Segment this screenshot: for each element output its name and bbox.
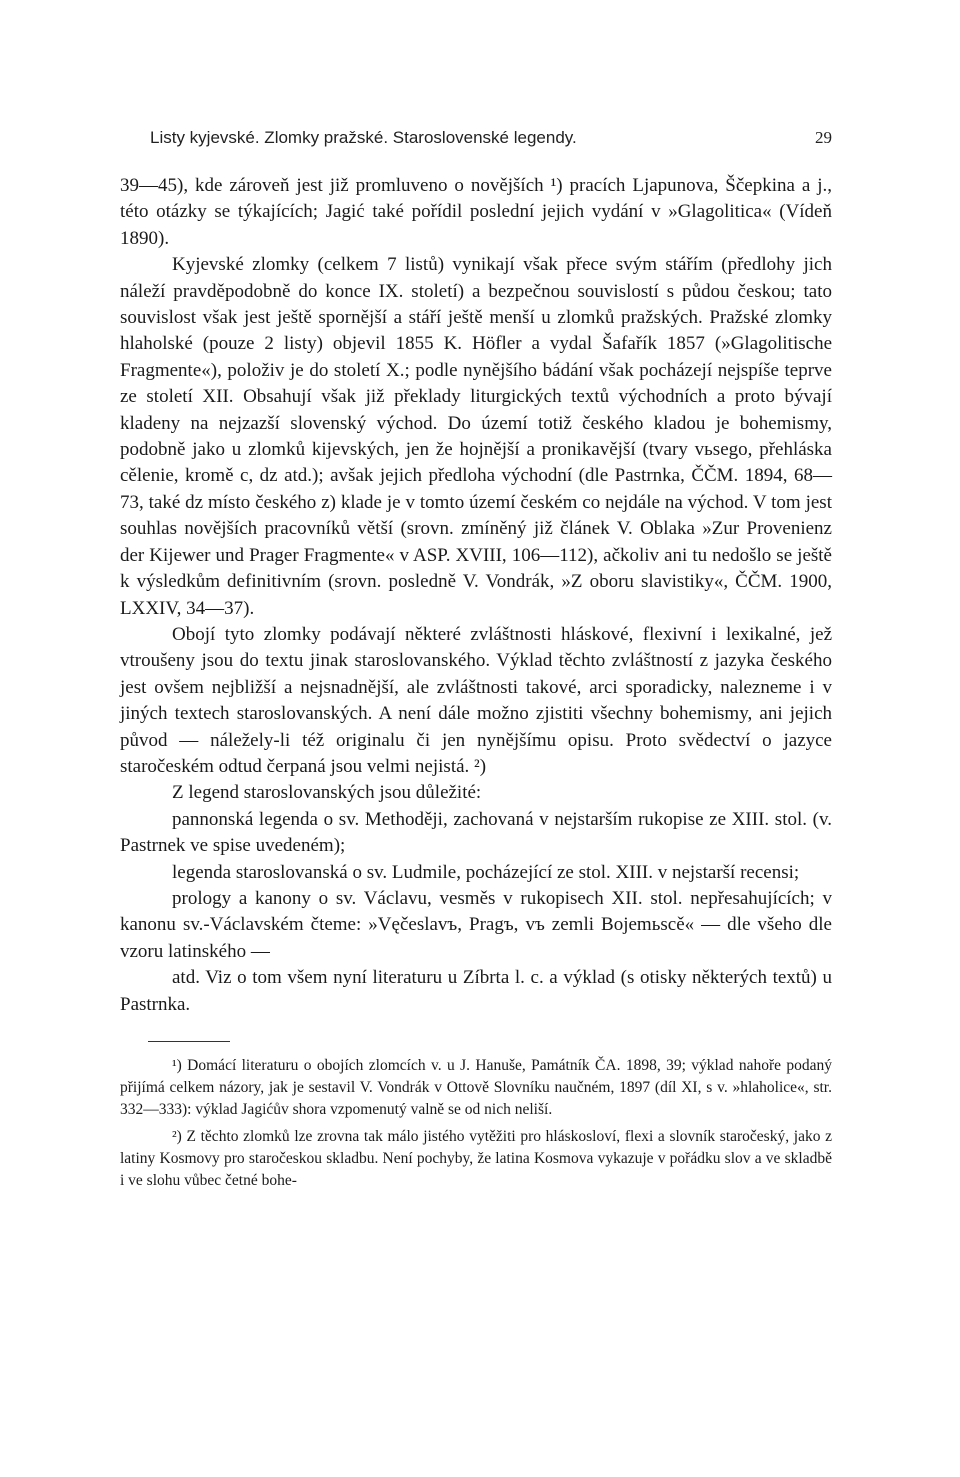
body-text [120,173,832,1018]
paragraph-continuation: 39—45), kde zároveň jest již promluveno o novějších ¹) pracích Ljapunova, Ščepkina a j., této otázky se týkajících; Jagić také pořídil poslední jejich vydání v »Glagolitica« (Vídeň 1890). [120,175,832,249]
running-head [120,118,832,148]
paragraph-oboji-zlomky: Obojí tyto zlomky podávají některé zvláštnosti hláskové, flexivní i lexikalné, jež vtroušeny jsou do textu jinak staroslovanského. Výklad těchto zvláštností z jazyka českého jest ovšem nejbližší a nejsnadnější, ale zvláštnosti takové, arci sporadicky, nalezneme i v jiných textech staroslovanských. A není dále možno zjistiti všechny bohemismy, ani jejich původ — náležely-li též originalu či jen nynějšímu opisu. Proto svědectví o jazyce staročeském odtud čerpaná jsou velmi nejistá. ²) [120,623,832,777]
paragraph-legendy-intro: Z legend staroslovanských jsou důležité: [172,782,482,804]
page-number: 29 [815,128,832,147]
list-item-pannonska-legenda: pannonská legenda o sv. Methoději, zachovaná v nejstarším rukopise ze XIII. stol. (v. Pastrnek ve spise uvedeném); [120,808,832,857]
footnote-divider [148,1041,230,1042]
paragraph-atd: atd. Viz o tom všem nyní literaturu u Zíbrta l. c. a výklad (s otisky některých textů) u Pastrnka. [120,967,832,1015]
paragraph-kyjevske-zlomky: Kyjevské zlomky (celkem 7 listů) vynikají však přece svým stářím (předlohy jich náleží pravděpodobně do konce IX. století) a bezpečnou souvislostí s půdou českou; tato souvislost však jest ještě spornější a stáří ještě menší u zlomků pražských. Pražské zlomky hlaholské (pouze 2 listy) objevil 1855 K. Höfler a vydal Šafařík 1857 (»Glagolitische Fragmente«), položiv je do století X.; podle nynějšího bádání však pocházejí nejspíše teprve ze století XII. Obsahují však již překlady liturgických textů východních a proto bývají kladeny na nejzazší slovenský východ. Do území totiž českého kladou je bohemismy, podobně jako u zlomků kijevských, jen že hojnější a pronikavější (tvary vьsego, přehláska cěleniе, kromě c, dz atd.); avšak jejich předloha východní (dle Pastrnka, ČČM. 1894, 68—73, také dz místo českého z) klade je v tomto území českém co nejdále na východ. V tom jest souhlas novějších pracovníků větší (srovn. zmíněný již článek V. Oblaka »Zur Provenienz der Kijewer und Prager Fragmente« v ASP. XVIII, 106—112), ačkoliv ani tu nedošlo se ještě k výsledkům definitivním (srovn. posledně V. Vondrák, »Z oboru slavistiky«, ČČM. 1900, LXXIV, 34—37). [120,254,832,619]
running-title: Listy kyjevské. Zlomky pražské. Staroslovenské legendy. [150,128,577,147]
footnotes [120,1055,832,1192]
book-page [120,118,832,1192]
footnote-1: ¹) Domácí literaturu o obojích zlomcích v. u J. Hanuše, Památník ČA. 1898, 39; výklad nahoře podaný přijímá celkem názory, jak je sestavil V. Vondrák v Ottově Slovníku naučném, 1897 (díl XI, s v. »hlaholice«, str. 332—333): výklad Jagićův shora vzpomenutý valně se od nich neliší. [120,1057,832,1119]
list-item-prology-kanony: prology a kanony o sv. Václavu, vesměs v rukopisech XII. stol. nepřesahujících; v kanonu sv.-Václavském čteme: »Vęčeslavъ, Pragъ, vъ zemli Bojemьscě« — dle všeho dle vzoru latinského — [120,887,832,962]
list-item-legenda-ludmila: legenda staroslovanská o sv. Ludmile, pocházející ze stol. XIII. v nejstarší recensi; [172,861,800,883]
footnote-2: ²) Z těchto zlomků lze zrovna tak málo jistého vytěžiti pro hláskosloví, flexi a slovník staročeský, jako z latiny Kosmovy pro staročeskou skladbu. Není pochyby, že latina Kosmova vykazuje v pořádku slov a ve skladbě i ve slohu vůbec četné bohe- [120,1127,832,1190]
